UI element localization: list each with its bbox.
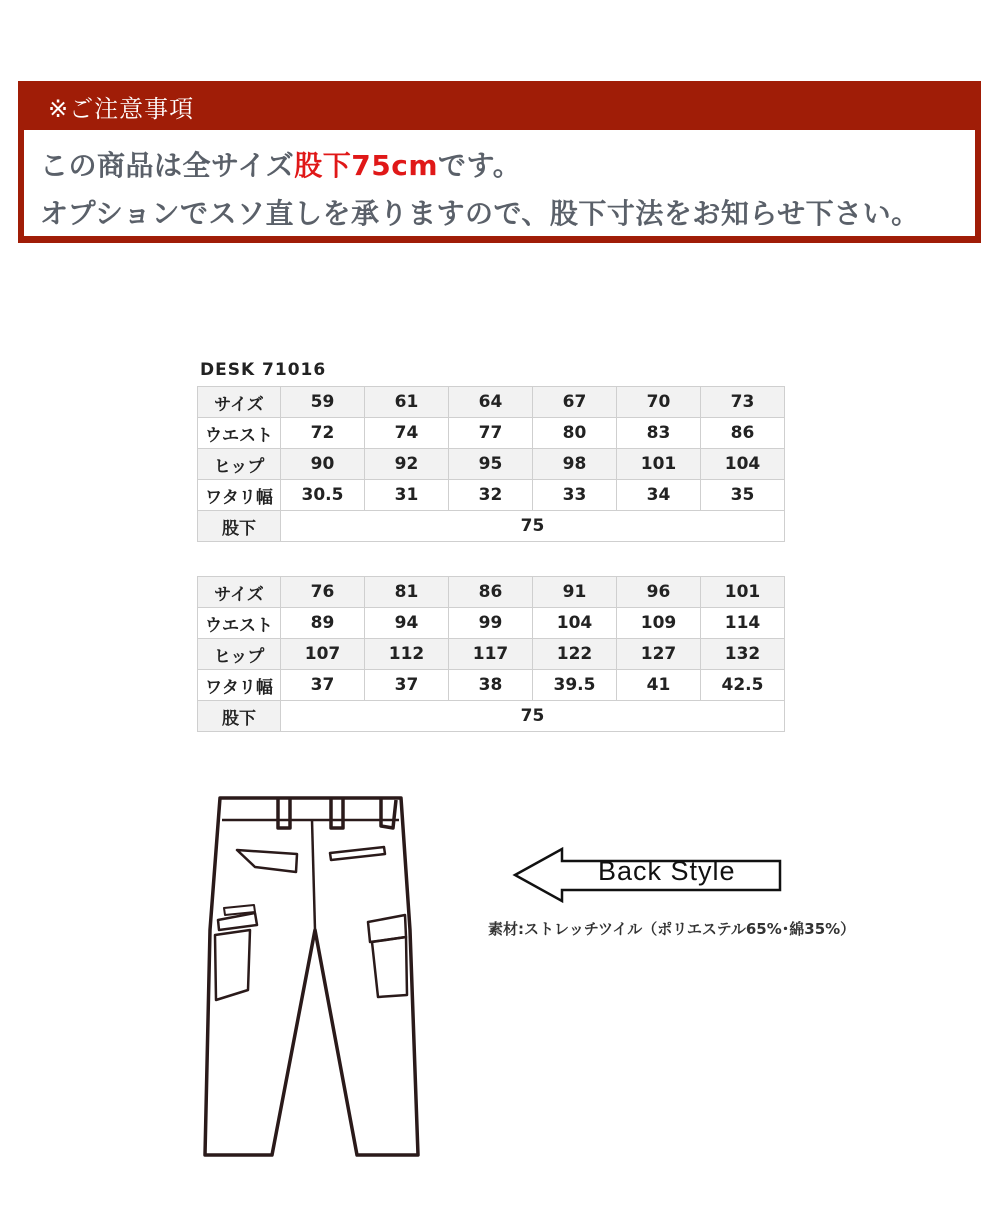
back-style-arrow [512, 846, 784, 904]
table-cell: 109 [617, 608, 701, 639]
table-row [198, 639, 785, 670]
table-cell: 107 [281, 639, 365, 670]
table-cell: 39.5 [533, 670, 617, 701]
table-row [198, 387, 785, 418]
table-cell: 91 [533, 577, 617, 608]
table-cell: 37 [365, 670, 449, 701]
notice-line-2: オプションでスソ直しを承りますので、股下寸法をお知らせ下さい。 [40, 197, 920, 230]
table-cell: 42.5 [701, 670, 785, 701]
table-cell: 34 [617, 480, 701, 511]
table-row-inseam [198, 511, 785, 542]
table-cell: 72 [281, 418, 365, 449]
table-row [198, 670, 785, 701]
table-row [198, 480, 785, 511]
table-cell: 77 [449, 418, 533, 449]
table-cell: 104 [533, 608, 617, 639]
notice-line-1 [40, 142, 975, 190]
table-cell: 132 [701, 639, 785, 670]
inseam-value: 75 [281, 701, 785, 732]
table-cell: 31 [365, 480, 449, 511]
table-cell: 61 [365, 387, 449, 418]
table-cell: 37 [281, 670, 365, 701]
table-cell: 35 [701, 480, 785, 511]
size-table-1 [197, 386, 785, 542]
table-cell: 32 [449, 480, 533, 511]
table-cell: 98 [533, 449, 617, 480]
table-cell: 122 [533, 639, 617, 670]
table-cell: 101 [701, 577, 785, 608]
table-cell: 33 [533, 480, 617, 511]
table-cell: 89 [281, 608, 365, 639]
table-cell: 96 [617, 577, 701, 608]
table-row [198, 449, 785, 480]
table-row [198, 608, 785, 639]
table-cell: 99 [449, 608, 533, 639]
material-text: 素材:ストレッチツイル（ポリエステル65%･綿35%） [488, 920, 856, 938]
table-row [198, 577, 785, 608]
row-label: 股下 [198, 511, 281, 542]
table-cell: 90 [281, 449, 365, 480]
notice-body [24, 130, 975, 236]
table-cell: 59 [281, 387, 365, 418]
inseam-value: 75 [281, 511, 785, 542]
row-label: ワタリ幅 [198, 480, 281, 511]
row-label: ウエスト [198, 418, 281, 449]
table-cell: 41 [617, 670, 701, 701]
row-label: ヒップ [198, 639, 281, 670]
table-cell: 101 [617, 449, 701, 480]
row-label: 股下 [198, 701, 281, 732]
table-cell: 117 [449, 639, 533, 670]
table-cell: 92 [365, 449, 449, 480]
table-cell: 94 [365, 608, 449, 639]
notice-banner [18, 81, 981, 243]
row-label: ウエスト [198, 608, 281, 639]
notice-title: ※ご注意事項 [48, 95, 195, 123]
table-cell: 30.5 [281, 480, 365, 511]
table-cell: 81 [365, 577, 449, 608]
row-label: ヒップ [198, 449, 281, 480]
table-cell: 76 [281, 577, 365, 608]
table-cell: 74 [365, 418, 449, 449]
table-cell: 73 [701, 387, 785, 418]
back-style-label: Back Style [598, 856, 736, 886]
table-cell: 86 [449, 577, 533, 608]
size-table-2 [197, 576, 785, 732]
table-cell: 104 [701, 449, 785, 480]
table-row-inseam [198, 701, 785, 732]
table-cell: 95 [449, 449, 533, 480]
table-cell: 80 [533, 418, 617, 449]
table-cell: 127 [617, 639, 701, 670]
row-label: サイズ [198, 577, 281, 608]
row-label: サイズ [198, 387, 281, 418]
table-cell: 86 [701, 418, 785, 449]
notice-line-1-prefix: この商品は全サイズ [40, 149, 295, 182]
table-cell: 83 [617, 418, 701, 449]
table-cell: 114 [701, 608, 785, 639]
table-cell: 64 [449, 387, 533, 418]
row-label: ワタリ幅 [198, 670, 281, 701]
table-row [198, 418, 785, 449]
pants-back-illustration-icon [200, 790, 430, 1160]
notice-line-1-suffix: です。 [438, 149, 522, 182]
table-cell: 67 [533, 387, 617, 418]
model-number: DESK 71016 [200, 360, 327, 380]
notice-highlight: 股下75cm [294, 149, 439, 182]
table-cell: 38 [449, 670, 533, 701]
table-cell: 70 [617, 387, 701, 418]
table-cell: 112 [365, 639, 449, 670]
